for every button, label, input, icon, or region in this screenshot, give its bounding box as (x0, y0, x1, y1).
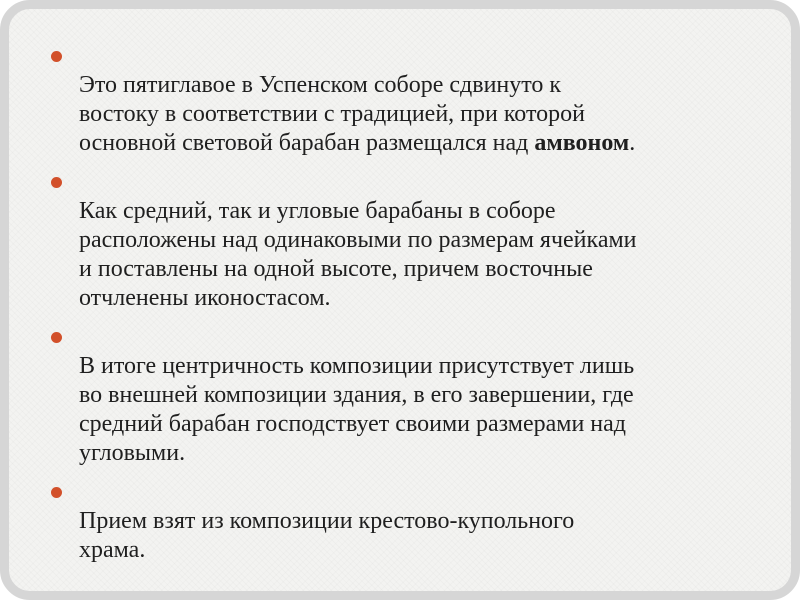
bullet-item-3 (51, 323, 781, 468)
bullet-item-2 (51, 168, 781, 313)
bullet-dot-icon (51, 332, 62, 343)
bullet-text-2: Как средний, так и угловые барабаны в соборе расположены над одинаковыми по размерам ячейками и поставлены на одной высоте, причем восточные отчленены иконостасом. (79, 198, 637, 311)
bullet-item-4 (51, 478, 781, 565)
bullet-bold-word: амвоном (534, 130, 630, 156)
bullet-text-1-end: . (629, 130, 636, 156)
bullet-text-4: Прием взят из композиции крестово-купольного храма. (79, 508, 575, 563)
bullet-text-3: В итоге центричность композиции присутствует лишь во внешней композиции здания, в его завершении, где средний барабан господствует своими размерами над угловыми. (79, 353, 635, 466)
bullet-text-1: Это пятиглавое в Успенском соборе сдвинуто к востоку в соответствии с традицией, при которой основной световой барабан размещался над (79, 72, 586, 156)
bullet-dot-icon (51, 51, 62, 62)
bullet-dot-icon (51, 487, 62, 498)
bullet-item-1 (51, 42, 781, 158)
bullet-list (51, 42, 781, 575)
bullet-dot-icon (51, 177, 62, 188)
